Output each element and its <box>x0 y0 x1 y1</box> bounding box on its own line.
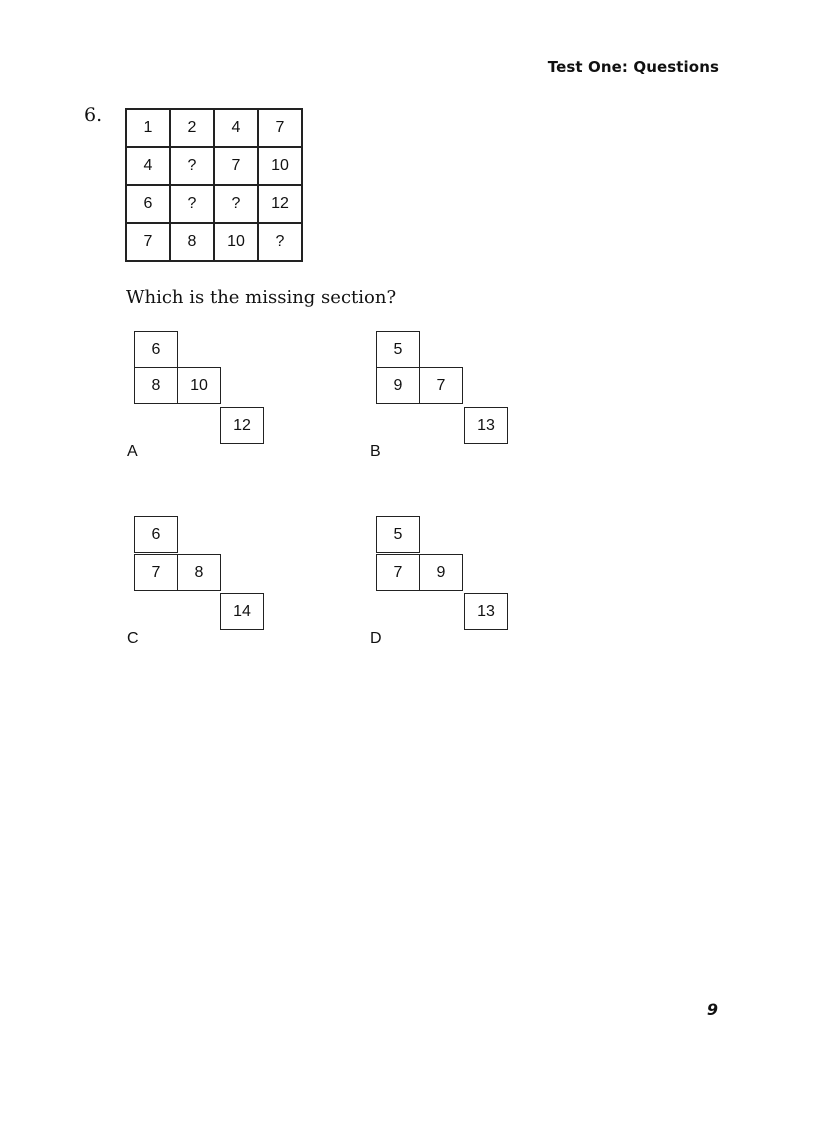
grid-cell: 4 <box>127 148 171 186</box>
grid-cell: 10 <box>259 148 303 186</box>
grid-cell: ? <box>171 186 215 224</box>
option-label: A <box>127 443 138 460</box>
question-prompt: Which is the missing section? <box>126 287 397 308</box>
option-d[interactable] <box>369 516 509 651</box>
number-grid <box>125 108 303 262</box>
grid-cell: 7 <box>259 110 303 148</box>
option-mid-right-box: 9 <box>419 554 463 591</box>
grid-cell: 2 <box>171 110 215 148</box>
grid-cell: ? <box>171 148 215 186</box>
option-top-box: 5 <box>376 331 420 368</box>
option-top-box: 6 <box>134 331 178 368</box>
grid-cell: 10 <box>215 224 259 262</box>
option-mid-right-box: 10 <box>177 367 221 404</box>
grid-cell: 8 <box>171 224 215 262</box>
option-label: C <box>127 630 139 647</box>
grid-cell: ? <box>259 224 303 262</box>
option-bottom-box: 14 <box>220 593 264 630</box>
grid-cell: 7 <box>127 224 171 262</box>
page-number: 9 <box>706 1000 718 1019</box>
running-header: Test One: Questions <box>547 58 719 76</box>
option-mid-left-box: 7 <box>134 554 178 591</box>
option-mid-left-box: 9 <box>376 367 420 404</box>
option-mid-right-box: 7 <box>419 367 463 404</box>
grid-cell: 4 <box>215 110 259 148</box>
option-top-box: 6 <box>134 516 178 553</box>
option-b[interactable] <box>369 331 509 466</box>
option-a[interactable] <box>126 331 266 466</box>
question-number: 6. <box>84 104 103 126</box>
option-label: B <box>370 443 381 460</box>
option-mid-left-box: 7 <box>376 554 420 591</box>
option-bottom-box: 12 <box>220 407 264 444</box>
option-top-box: 5 <box>376 516 420 553</box>
option-c[interactable] <box>126 516 266 651</box>
grid-cell: 6 <box>127 186 171 224</box>
option-label: D <box>370 630 382 647</box>
option-bottom-box: 13 <box>464 407 508 444</box>
grid-cell: 1 <box>127 110 171 148</box>
grid-cell: 7 <box>215 148 259 186</box>
grid-cell: 12 <box>259 186 303 224</box>
option-mid-left-box: 8 <box>134 367 178 404</box>
option-bottom-box: 13 <box>464 593 508 630</box>
option-mid-right-box: 8 <box>177 554 221 591</box>
grid-cell: ? <box>215 186 259 224</box>
